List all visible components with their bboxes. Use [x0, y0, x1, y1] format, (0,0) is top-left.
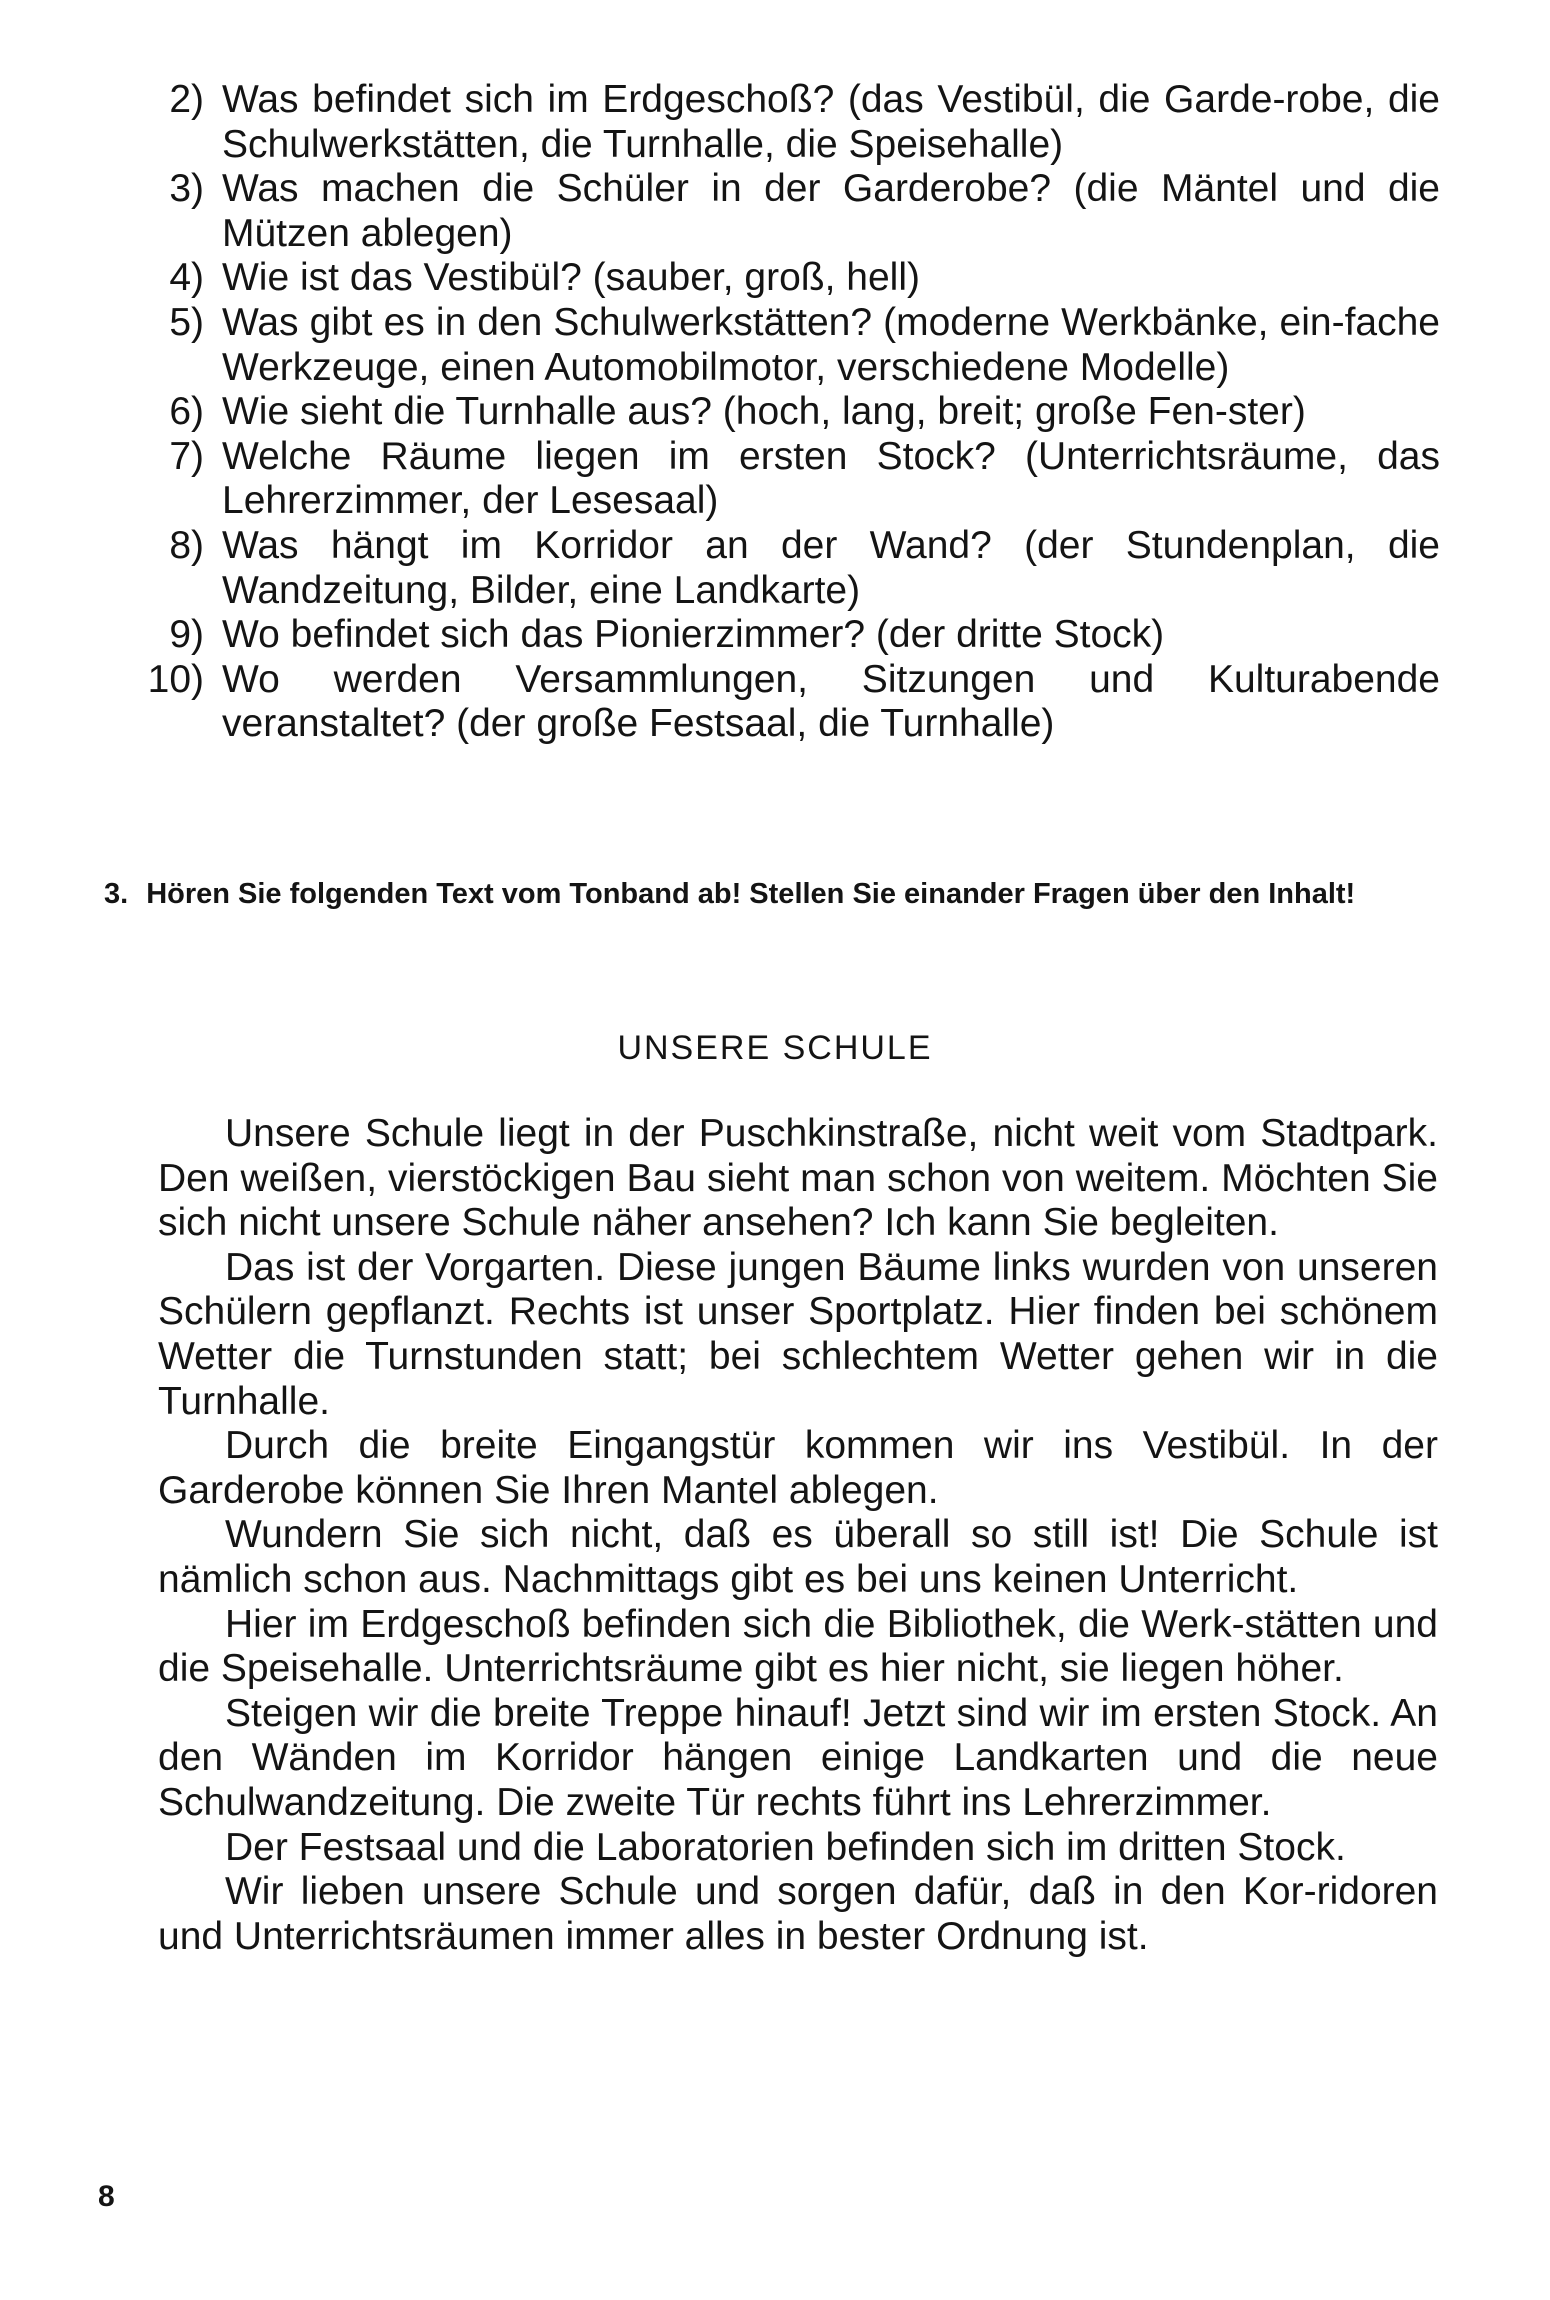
reading-paragraph: Steigen wir die breite Treppe hinauf! Jetzt sind wir im ersten Stock. An den Wänden im Korridor hängen einige Landkarten und die neue Schulwandzeitung. Die zweite Tür rechts führt ins Lehrerzimmer.: [158, 1691, 1438, 1824]
question-item: [140, 658, 1440, 747]
question-number: 6): [169, 390, 204, 434]
reading-paragraph: Wundern Sie sich nicht, daß es überall so still ist! Die Schule ist nämlich schon aus. Nachmittags gibt es bei uns keinen Unterricht.: [158, 1513, 1438, 1601]
question-number: 5): [169, 300, 204, 344]
exercise-number: 3.: [104, 878, 129, 910]
question-text: Welche Räume liegen im ersten Stock? (Unterrichtsräume, das Lehrerzimmer, der Lesesaal): [222, 434, 1440, 523]
reading-title: UNSERE SCHULE: [617, 1029, 933, 1067]
question-number: 3): [169, 167, 204, 211]
question-number: 4): [169, 256, 204, 300]
reading-paragraph: Das ist der Vorgarten. Diese jungen Bäume links wurden von unseren Schülern gepflanzt. Rechts ist unser Sportplatz. Hier finden bei schönem Wetter die Turnstunden statt; bei schlechtem Wetter gehen wir in die Turnhalle.: [158, 1245, 1438, 1423]
exercise-text: Hören Sie folgenden Text vom Tonband ab! Stellen Sie einander Fragen über den Inhalt!: [146, 878, 1356, 910]
question-item: [140, 390, 1440, 435]
question-text: Wie sieht die Turnhalle aus? (hoch, lang, breit; große Fen-ster): [222, 390, 1306, 434]
question-number: 10): [147, 657, 204, 701]
question-item: [140, 435, 1440, 524]
reading-paragraph: Wir lieben unsere Schule und sorgen dafür, daß in den Kor-ridoren und Unterrichtsräumen immer alles in bester Ordnung ist.: [158, 1870, 1438, 1958]
reading-paragraph: Unsere Schule liegt in der Puschkinstraße, nicht weit vom Stadtpark. Den weißen, vierstöckigen Bau sieht man schon von weitem. Möchten Sie sich nicht unsere Schule näher ansehen? Ich kann Sie begleiten.: [158, 1112, 1438, 1245]
question-number: 2): [169, 78, 204, 121]
reading-text: [158, 1112, 1438, 1959]
question-item: [140, 256, 1440, 301]
question-item: [140, 301, 1440, 390]
question-item: [140, 524, 1440, 613]
question-text: Wo befindet sich das Pionierzimmer? (der dritte Stock): [222, 613, 1165, 657]
reading-paragraph: Der Festsaal und die Laboratorien befinden sich im dritten Stock.: [225, 1825, 1346, 1869]
question-text: Was hängt im Korridor an der Wand? (der Stundenplan, die Wandzeitung, Bilder, eine Landkarte): [222, 523, 1440, 612]
question-text: Was machen die Schüler in der Garderobe? (die Mäntel und die Mützen ablegen): [222, 167, 1440, 255]
question-number: 9): [169, 613, 204, 657]
question-item: [140, 78, 1440, 167]
exercise-instruction: [104, 876, 1442, 912]
question-text: Was gibt es in den Schulwerkstätten? (moderne Werkbänke, ein-fache Werkzeuge, einen Automobilmotor, verschiedene Modelle): [222, 300, 1440, 389]
question-item: [140, 167, 1440, 256]
question-text: Was befindet sich im Erdgeschoß? (das Vestibül, die Garde-robe, die Schulwerkstätten, die Turnhalle, die Speisehalle): [222, 78, 1440, 166]
question-number: 7): [169, 434, 204, 478]
reading-paragraph: Durch die breite Eingangstür kommen wir ins Vestibül. In der Garderobe können Sie Ihren Mantel ablegen.: [158, 1424, 1438, 1512]
question-number: 8): [169, 523, 204, 567]
question-text: Wo werden Versammlungen, Sitzungen und Kulturabende veranstaltet? (der große Festsaal, die Turnhalle): [222, 657, 1440, 746]
question-item: [140, 613, 1440, 658]
reading-paragraph: Hier im Erdgeschoß befinden sich die Bibliothek, die Werk-stätten und die Speisehalle. Unterrichtsräume gibt es hier nicht, sie liegen höher.: [158, 1602, 1438, 1691]
question-text: Wie ist das Vestibül? (sauber, groß, hell): [222, 256, 920, 300]
question-list: [140, 78, 1440, 747]
page-number: 8: [98, 2180, 115, 2213]
